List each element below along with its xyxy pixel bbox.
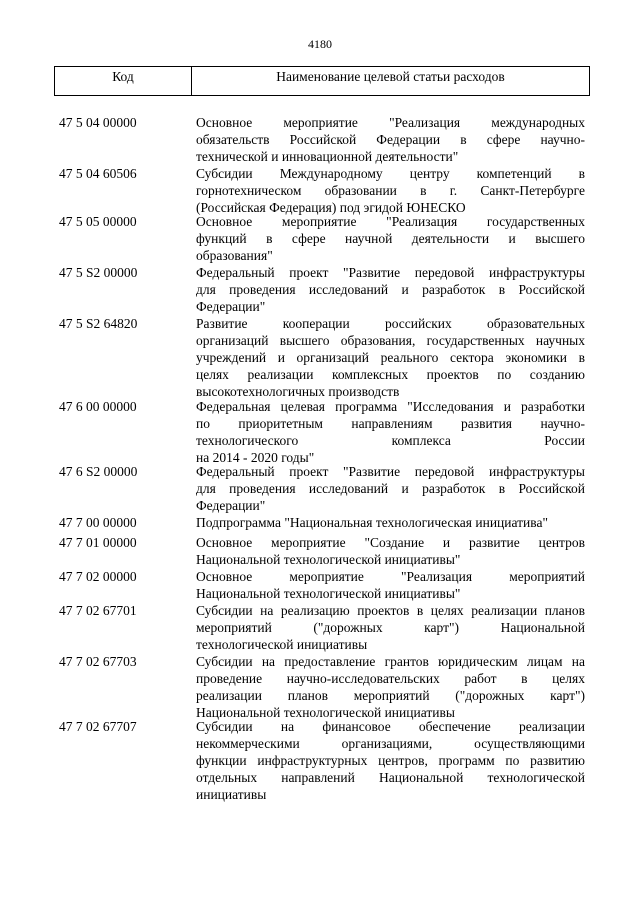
item-name-line: по приоритетным направлениям развития научно- xyxy=(196,416,585,431)
item-name xyxy=(196,534,585,568)
item-name xyxy=(196,264,585,315)
item-name-line: технологического комплекса России xyxy=(196,433,585,448)
item-name-line: Основное мероприятие "Реализация государственных xyxy=(196,214,585,229)
item-code: 47 7 02 67703 xyxy=(59,654,137,669)
item-name-line: мероприятий ("дорожных карт") Национальной xyxy=(196,620,585,635)
item-name-line: Субсидии Международному центру компетенций в xyxy=(196,166,585,181)
item-name-line: учреждений и организаций реального сектора экономики в xyxy=(196,350,585,365)
item-code: 47 6 00 00000 xyxy=(59,399,137,414)
item-name-line: технологической инициативы xyxy=(196,637,368,652)
item-name-line: Субсидии на реализацию проектов в целях реализации планов xyxy=(196,603,585,618)
item-name-line: Национальной технологической инициативы" xyxy=(196,552,461,567)
item-code: 47 7 00 00000 xyxy=(59,515,137,530)
item-name xyxy=(196,398,585,466)
item-name-line: на 2014 - 2020 годы" xyxy=(196,450,315,465)
item-name-line: реализации планов мероприятий ("дорожных карт") xyxy=(196,688,585,703)
item-name xyxy=(196,213,585,264)
item-name xyxy=(196,165,585,216)
item-name xyxy=(196,568,585,602)
page-number: 4180 xyxy=(308,37,332,51)
item-name-line: Федерации" xyxy=(196,299,266,314)
item-name xyxy=(196,114,585,165)
item-name-line: для проведения исследований и разработок в Российской xyxy=(196,481,585,496)
item-name xyxy=(196,653,585,721)
item-name-line: отдельных направлений Национальной технологической xyxy=(196,770,585,785)
item-name-line: функции инфраструктурных центров, программ по развитию xyxy=(196,753,585,768)
item-code: 47 5 05 00000 xyxy=(59,214,137,229)
item-name xyxy=(196,315,585,400)
item-name xyxy=(196,514,585,531)
item-name-line: (Российская Федерация) под эгидой ЮНЕСКО xyxy=(196,200,466,215)
header-name-label: Наименование целевой статьи расходов xyxy=(276,69,505,84)
item-name-line: Национальной технологической инициативы xyxy=(196,705,455,720)
item-name-line: инициативы xyxy=(196,787,267,802)
item-name-line: Основное мероприятие "Создание и развитие центров xyxy=(196,535,585,550)
item-name-line: Субсидии на предоставление грантов юридическим лицам на xyxy=(196,654,585,669)
item-name-line: целях реализации комплексных проектов по созданию xyxy=(196,367,585,382)
item-name-line: обязательств Российской Федерации в сфере научно- xyxy=(196,132,585,147)
item-name-line: Федеральный проект "Развитие передовой инфраструктуры xyxy=(196,464,585,479)
item-name-line: технической и инновационной деятельности" xyxy=(196,149,459,164)
item-code: 47 6 S2 00000 xyxy=(59,464,138,479)
item-name-line: Федерации" xyxy=(196,498,266,513)
item-code: 47 5 04 60506 xyxy=(59,166,137,181)
item-name-line: Основное мероприятие "Реализация международных xyxy=(196,115,585,130)
item-name-line: Федеральный проект "Развитие передовой инфраструктуры xyxy=(196,265,585,280)
item-name-line: проведение научно-исследовательских работ в целях xyxy=(196,671,585,686)
item-name-line: некоммерческими организациями, осуществляющими xyxy=(196,736,585,751)
item-code: 47 7 01 00000 xyxy=(59,535,137,550)
item-name-line: горнотехническом образовании в г. Санкт-Петербурге xyxy=(196,183,585,198)
item-name-line: Основное мероприятие "Реализация мероприятий xyxy=(196,569,585,584)
item-code: 47 7 02 67707 xyxy=(59,719,137,734)
item-name-line: организаций высшего образования, государственных научных xyxy=(196,333,585,348)
item-name-line: Национальной технологической инициативы" xyxy=(196,586,461,601)
table-header xyxy=(54,66,590,96)
header-code-label: Код xyxy=(55,67,192,95)
item-name xyxy=(196,602,585,653)
item-code: 47 5 04 00000 xyxy=(59,115,137,130)
item-name xyxy=(196,718,585,803)
item-name-line: Развитие кооперации российских образовательных xyxy=(196,316,585,331)
item-name-line: Подпрограмма "Национальная технологическая инициатива" xyxy=(196,515,548,530)
item-name-line: Субсидии на финансовое обеспечение реализации xyxy=(196,719,585,734)
item-name-line: Федеральная целевая программа "Исследования и разработки xyxy=(196,399,585,414)
item-name-line: высокотехнологичных производств xyxy=(196,384,400,399)
item-name-line: образования" xyxy=(196,248,273,263)
item-code: 47 5 S2 64820 xyxy=(59,316,138,331)
item-name xyxy=(196,463,585,514)
item-code: 47 7 02 00000 xyxy=(59,569,137,584)
item-name-line: функций в сфере научной деятельности и высшего xyxy=(196,231,585,246)
item-code: 47 5 S2 00000 xyxy=(59,265,138,280)
item-code: 47 7 02 67701 xyxy=(59,603,137,618)
item-name-line: для проведения исследований и разработок в Российской xyxy=(196,282,585,297)
